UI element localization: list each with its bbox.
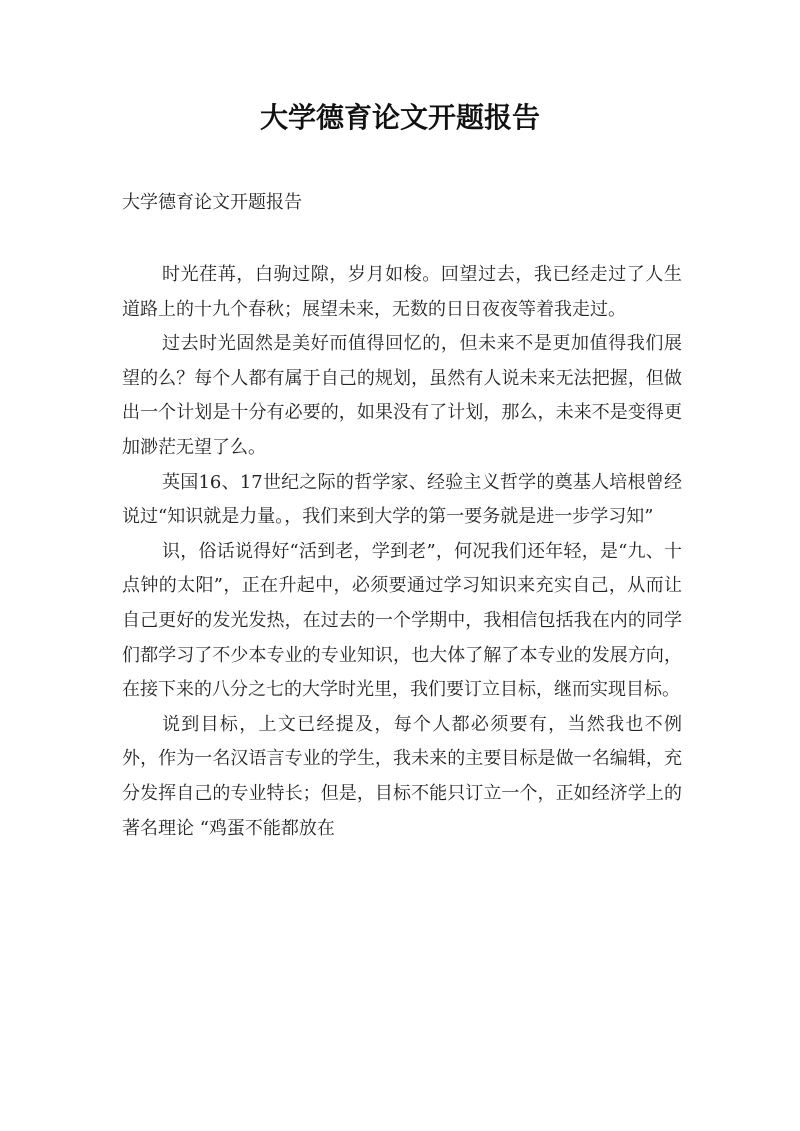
document-body [122,258,682,846]
document-title: 大学德育论文开题报告 [259,101,540,134]
body-paragraph: 时光荏苒，白驹过隙，岁月如梭。回望过去，我已经走过了人生道路上的十九个春秋；展望未来，无数的日日夜夜等着我走过。 [122,264,682,320]
body-paragraph: 过去时光固然是美好而值得回忆的，但未来不是更加值得我们展望的么？每个人都有属于自己的规划，虽然有人说未来无法把握，但做出一个计划是十分有必要的，如果没有了计划，那么，未来不是变得更加渺茫无望了么。 [122,333,682,458]
body-paragraph: 识，俗话说得好“活到老，学到老”，何况我们还年轻，是“九、十点钟的太阳”，正在升起中，必须要通过学习知识来充实自己，从而让自己更好的发光发热，在过去的一个学期中，我相信包括我在内的同学们都学习了不少本专业的专业知识，也大体了解了本专业的发展方向，在接下来的八分之七的大学时光里，我们要订立目标，继而实现目标。 [122,540,682,701]
document-subtitle: 大学德育论文开题报告 [122,192,302,213]
body-paragraph: 英国16、17世纪之际的哲学家、经验主义哲学的奠基人培根曾经说过“知识就是力量。，我们来到大学的第一要务就是进一步学习知” [122,471,682,528]
body-paragraph: 说到目标，上文已经提及，每个人都必须要有，当然我也不例外，作为一名汉语言专业的学生，我未来的主要目标是做一名编辑，充分发挥自己的专业特长；但是，目标不能只订立一个，正如经济学上的著名理论 “鸡蛋不能都放在 [122,713,682,839]
